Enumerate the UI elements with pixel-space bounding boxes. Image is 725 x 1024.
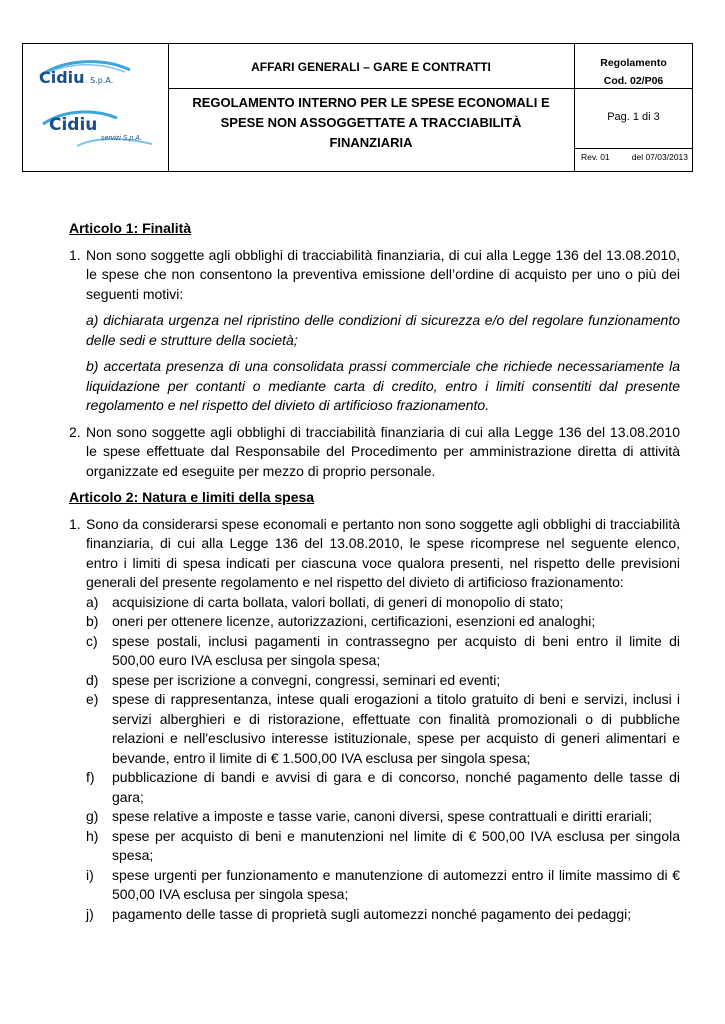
logo1-name: Cidiu [39,68,85,87]
list-letter: a) [86,593,99,610]
list-text: pagamento delle tasse di proprietà sugli automezzi nonché pagamento dei pedaggi; [112,905,632,922]
list-item [69,768,680,807]
list-item [69,905,680,925]
item-text: Non sono soggette agli obblighi di tracciabilità finanziaria, di cui alla Legge 136 del 13.08.2010, le spese che non consentono la preventiva emissione dell’ordine di acquisto per uno o più dei seguenti motivi: [86,246,680,302]
article-2-item-1 [69,515,680,593]
list-letter: f) [86,769,95,785]
doc-type: Regolamento [600,57,667,69]
doc-code: Cod. 02/P06 [603,75,664,87]
reason-b: b) accertata presenza di una consolidata prassi commerciale che richiede necessariamente la liquidazione per contanti o mediante carta di credito, entro i limiti consentiti dal presente regolamento e nel rispetto del divieto di artificioso frazionamento. [86,358,680,413]
logo1-suffix: S.p.A. [90,76,114,85]
list-item [69,866,680,905]
list-letter: b) [86,613,99,629]
revision: Rev. 01 [581,152,610,162]
reason-a: a) dichiarata urgenza nel ripristino delle condizioni di sicurezza e/o del regolare funzionamento delle sedi e strutture della società; [86,312,680,348]
list-text: spese per iscrizione a convegni, congressi, seminari ed eventi; [112,671,501,688]
list-item [69,690,680,768]
article-2-title: Articolo 2: Natura e limiti della spesa [69,489,315,505]
company-logo-cidiu-servizi: Cidiu [49,115,98,135]
header-meta-cell [575,44,692,171]
item-number: 1. [69,246,81,263]
item-number: 2. [69,423,81,440]
divider [575,88,692,89]
list-letter: d) [86,671,99,688]
list-item [69,612,680,632]
list-item [69,593,680,613]
list-letter: j) [86,905,94,922]
doc-type-code [575,54,692,90]
document-header [22,43,693,172]
item-text: Sono da considerarsi spese economali e pertanto non sono soggette agli obblighi di tracciabilità finanziaria, di cui alla Legge 136 del 13.08.2010, le spese ricomprese nel seguente elenco, entro i limiti di spesa indicati per ciascuna voce qualora presenti, nel rispetto delle previsioni generali del presente regolamento e nel rispetto del divieto di artificioso frazionamento: [86,515,680,590]
list-text: pubblicazione di bandi e avvisi di gara e di concorso, nonché pagamento delle tasse di gara; [112,769,680,805]
list-text: spese postali, inclusi pagamenti in contrassegno per acquisto di beni entro il limite di 500,00 euro IVA esclusa per singola spesa; [112,632,680,668]
logo-cell [23,44,169,171]
document-body [69,219,680,924]
list-text: oneri per ottenere licenze, autorizzazioni, certificazioni, esenzioni ed analoghi; [112,613,596,629]
revision-date: del 07/03/2013 [631,152,688,162]
list-text: spese urgenti per funzionamento e manutenzione di automezzi entro il limite massimo di € 500,00 IVA esclusa per singola spesa; [112,866,680,902]
department-label: AFFARI GENERALI – GARE E CONTRATTI [251,60,491,74]
article-1-item-1 [69,246,680,305]
article-1-item-2 [69,423,680,482]
list-item [69,807,680,827]
list-text: spese per acquisto di beni e manutenzioni nel limite di € 500,00 IVA esclusa per singola spesa; [112,827,680,863]
item-text: Non sono soggette agli obblighi di tracciabilità finanziaria di cui alla Legge 136 del 13.08.2010 le spese effettuate dal Responsabile del Procedimento per amministrazione diretta di attività organizzate ed eseguite per mezzo di proprio personale. [86,423,680,479]
header-title-cell [168,44,575,171]
list-item [69,632,680,671]
list-letter: g) [86,808,99,824]
list-item [69,827,680,866]
company-logo-cidiu [39,68,113,87]
list-item [69,671,680,691]
list-letter: e) [86,691,99,707]
list-text: acquisizione di carta bollata, valori bollati, di generi di monopolio di stato; [112,593,564,610]
page-number: Pag. 1 di 3 [607,111,660,123]
list-letter: h) [86,827,99,844]
list-letter: c) [86,632,98,649]
list-text: spese di rappresentanza, intese quali erogazioni a titolo gratuito di beni e servizi, inclusi i servizi alberghieri e di ristorazione, effettuate con finalità promozionali o di pubbliche relazioni e nell'esclusivo interesse istituzionale, spese per acquisto di generi alimentari e bevande, entro il limite di € 1.500,00 IVA esclusa per singola spesa; [112,691,680,766]
item-number: 1. [69,515,81,532]
document-title: REGOLAMENTO INTERNO PER LE SPESE ECONOMALI E SPESE NON ASSOGGETTATE A TRACCIABILITÀ FINANZIARIA [192,95,550,150]
logo2-suffix: servizi S.p.A. [101,135,142,142]
list-text: spese relative a imposte e tasse varie, canoni diversi, spese contrattuali e diritti erariali; [112,808,653,824]
article-1-title: Articolo 1: Finalità [69,220,192,236]
list-letter: i) [86,866,94,883]
divider [168,88,574,89]
divider [575,148,692,149]
